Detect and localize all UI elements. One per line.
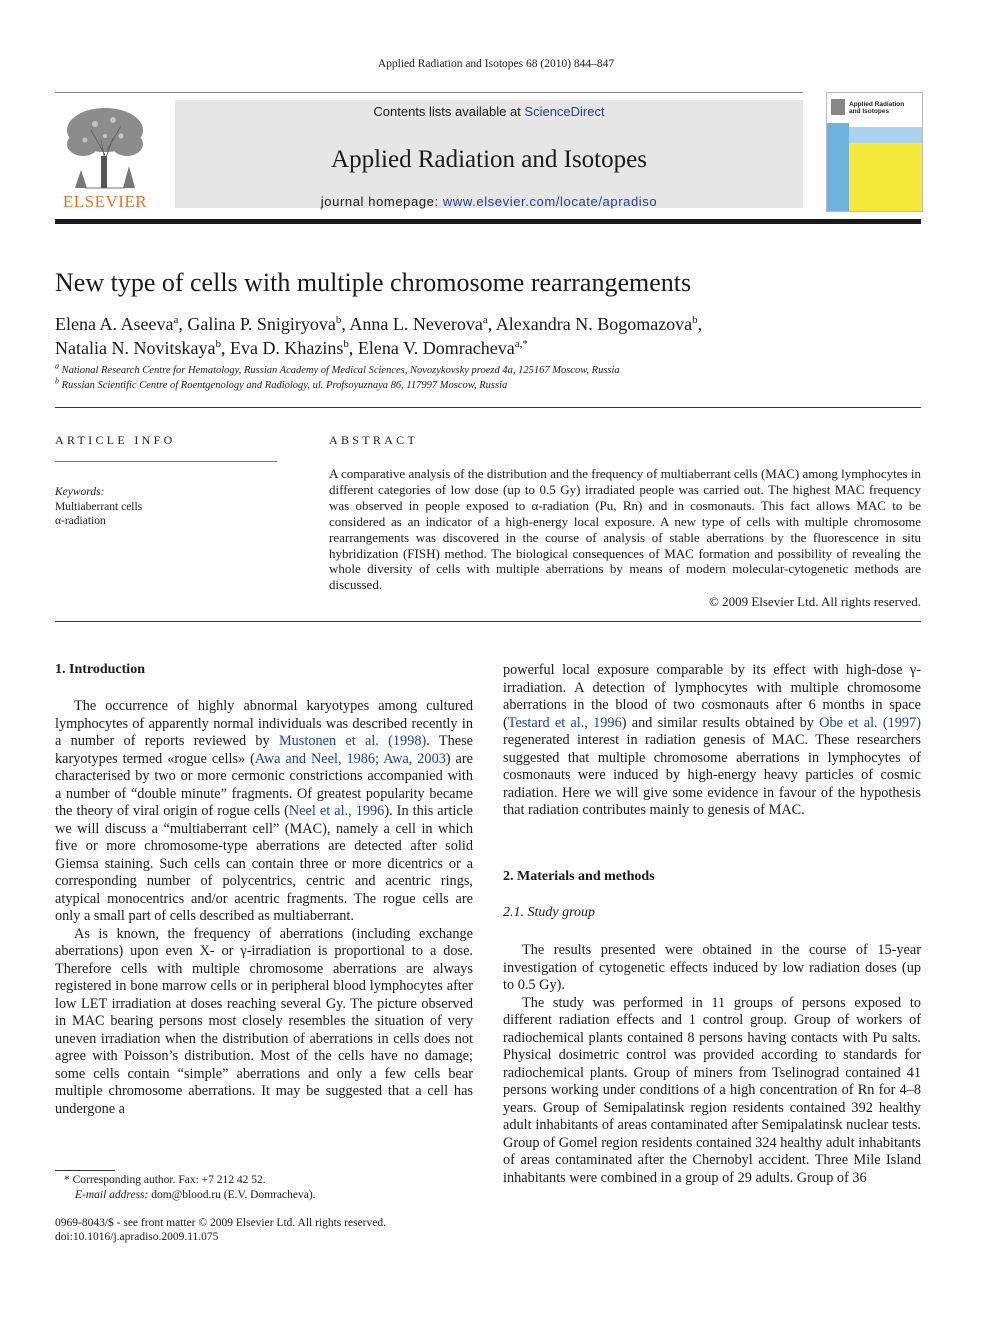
elsevier-wordmark: ELSEVIER: [62, 192, 148, 211]
author-name: Natalia N. Novitskaya: [55, 338, 216, 358]
citation-link[interactable]: Testard et al., 1996: [507, 714, 622, 731]
article-info-rule: [55, 461, 277, 462]
paragraph: [55, 698, 473, 926]
affiliation-a: [55, 361, 620, 376]
text-run: ). In this article we will discuss a “multiaberrant cell” (MAC), namely a cell in which five or more chromosome-type aberrations are detected after solid Giemsa staining. Such cells can contain three or more dicentrics or a corresponding number of polycentrics, centric and acentric rings, atypical monocentrics and/or acentric fragments. The rogue cells are only a small part of cells described as multiaberrant.: [55, 803, 474, 924]
masthead-banner: [175, 100, 803, 208]
masthead-rule: [55, 92, 803, 93]
author[interactable]: [358, 338, 528, 358]
author-list: [55, 312, 925, 360]
footnote-rule: [55, 1170, 115, 1171]
author-name: Eva D. Khazins: [229, 338, 344, 358]
affiliation-text: National Research Centre for Hematology, Russian Academy of Medical Sciences, Novozykovsky proezd 4a, 125167 Moscow, Russia: [61, 365, 620, 376]
citation-link[interactable]: Awa and Neel, 1986; Awa, 2003: [254, 750, 446, 767]
email-label: E-mail address:: [75, 1189, 149, 1201]
affiliation-mark[interactable]: b: [335, 314, 342, 326]
homepage-line: [175, 194, 803, 209]
masthead-thick-rule: [55, 219, 921, 224]
affiliation-mark: b: [55, 376, 59, 386]
front-matter-notice: 0969-8043/$ - see front matter © 2009 Elsevier Ltd. All rights reserved.: [55, 1217, 386, 1229]
author-separator: ,: [178, 314, 188, 334]
paragraph: [503, 662, 921, 820]
cover-blue-band: [827, 123, 849, 211]
abstract-text: A comparative analysis of the distribution and the frequency of multiaberrant cells (MAC) among lymphocytes in different categories of low dose (up to 0.5 Gy) irradiated people was carried out. The highest MAC frequency was observed in people exposed to α-radiation (Pu, Rn) and in cosmonauts. This fact allows MAC to be considered as an indicator of a high-energy local exposure. A new type of cells with multiple chromosome rearrangements was discovered in the course of analysis of stable aberrations by the fluorescence in situ hybridization (FISH) method. The biological consequences of MAC formation and possibility of revealing the whole diversity of cells with multiple aberrations by means of modern molecular-cytogenetic methods are discussed.: [329, 466, 921, 593]
section-heading-methods: 2. Materials and methods: [503, 869, 655, 884]
author-separator: ,: [697, 314, 703, 334]
sciencedirect-link[interactable]: ScienceDirect: [524, 104, 605, 119]
journal-name: Applied Radiation and Isotopes: [331, 146, 647, 173]
affiliation-mark[interactable]: b: [692, 314, 698, 326]
author[interactable]: [496, 314, 698, 334]
affiliation-b: [55, 376, 508, 391]
body-column-left: [55, 698, 473, 1118]
abstract-heading: ABSTRACT: [329, 433, 419, 447]
affiliation-mark[interactable]: a: [482, 314, 488, 326]
journal-masthead: [55, 90, 921, 212]
header-divider: [55, 407, 921, 408]
author-separator: ,: [348, 338, 358, 358]
keywords-label: Keywords:: [55, 486, 105, 498]
keyword: α-radiation: [55, 515, 106, 527]
text-run: ) and similar results obtained by: [621, 714, 820, 731]
affiliation-mark: a: [55, 361, 59, 371]
author-separator: ,: [220, 338, 230, 358]
author-name: Elena A. Aseeva: [55, 314, 174, 334]
citation-link[interactable]: Obe et al. (1997): [819, 714, 921, 731]
citation-link[interactable]: Neel et al., 1996: [288, 803, 385, 819]
author-name: Alexandra N. Bogomazova: [495, 314, 693, 334]
section-heading-introduction: 1. Introduction: [55, 662, 145, 677]
body-column-right: [503, 662, 921, 820]
author-name: Galina P. Snigiryova: [187, 314, 336, 334]
cover-yellow-block: [849, 143, 922, 211]
homepage-link[interactable]: www.elsevier.com/locate/apradiso: [442, 194, 658, 209]
affiliation-mark[interactable]: b: [215, 338, 221, 350]
author[interactable]: [349, 314, 487, 334]
text-run: The occurrence of highly abnormal karyotypes among cultured lymphocytes of apparently normal individuals was described recently in a number of reports reviewed by: [55, 698, 473, 749]
contents-line: [175, 104, 803, 119]
cover-blue-strip: [849, 127, 922, 143]
author[interactable]: [187, 314, 341, 334]
affiliation-mark[interactable]: a,*: [514, 338, 528, 350]
contents-prefix: Contents lists available at: [373, 104, 525, 119]
author-name: Elena V. Domracheva: [357, 338, 515, 358]
email-footnote: [75, 1189, 316, 1201]
paragraph: As is known, the frequency of aberrations (including exchange aberrations) upon even X- or γ-irradiation is proportional to a dose. Therefore cells with multiple chromosome aberrations are always registered in bone marrow cells or in peripheral blood lymphocytes after low LET irradiation at doses reaching several Gy. The picture observed in MAC bearing persons most closely resembles the situation of very uneven irradiation when the distribution of aberrations in cells does not agree with Poisson’s distribution. Most of the cells have no damage; some cells contain “simple” aberrations and only a few cells bear multiple chromosome aberrations. It may be suggested that a cell has undergone a: [55, 925, 473, 1117]
body-column-right-lower: [503, 942, 921, 1187]
author[interactable]: [55, 338, 221, 358]
affiliation-mark[interactable]: b: [343, 338, 349, 350]
citation-link[interactable]: Mustonen et al. (1998): [278, 733, 427, 749]
abstract-divider: [55, 621, 921, 622]
elsevier-logo[interactable]: [55, 100, 155, 212]
author[interactable]: [230, 338, 349, 358]
affiliation-text: Russian Scientific Centre of Roentgenology and Radiology, ul. Profsoyuznaya 86, 117997 Moscow, Russia: [61, 380, 508, 391]
corresponding-author-footnote: * Corresponding author. Fax: +7 212 42 52.: [64, 1174, 266, 1186]
text-run: ) are characterised by two or more cermonic constrictions accompanied with a number of “double minute” fragments. Of greatest popularity became the theory of viral origin of rogue cells (: [55, 750, 473, 819]
copyright-notice: © 2009 Elsevier Ltd. All rights reserved.: [708, 594, 921, 609]
text-run: . These karyotypes termed «rogue cells» (: [55, 733, 473, 767]
homepage-prefix: journal homepage:: [320, 194, 443, 209]
affiliation-mark[interactable]: a: [173, 314, 179, 326]
keyword: Multiaberrant cells: [55, 501, 143, 513]
doi[interactable]: doi:10.1016/j.apradiso.2009.11.075: [55, 1231, 219, 1243]
paragraph: The results presented were obtained in the course of 15-year investigation of cytogenetic effects induced by low radiation doses (up to 0.5 Gy).: [503, 942, 921, 993]
author-name: Anna L. Neverova: [349, 314, 483, 334]
journal-cover[interactable]: [826, 92, 923, 212]
article-title: New type of cells with multiple chromosome rearrangements: [55, 268, 692, 297]
paragraph: The study was performed in 11 groups of persons exposed to different radiation effects and 1 control group. Group of workers of radiochemical plants contained 8 persons having contacts with Pu salts. Physical dosimetric control was provided according to standards for radiochemical plants. Group of miners from Tselinograd contained 41 persons working under conditions of a high concentration of Rn for 4–8 years. Group of Semipalatinsk region residents contained 392 healthy adult inhabitants of areas contaminated after Semipalatinsk nuclear tests. Group of Gomel region residents contained 324 healthy adult inhabitants of areas contaminated after the Chernobyl accident. Three Mile Island inhabitants were combined in a group of 29 adults. Group of 36: [503, 994, 921, 1186]
author-separator: ,: [487, 314, 496, 334]
journal-reference: Applied Radiation and Isotopes 68 (2010) 844–847: [377, 58, 615, 70]
cover-logo-icon: [831, 99, 845, 115]
article-info-heading: ARTICLE INFO: [55, 433, 176, 447]
text-run: powerful local exposure comparable by its effect with high-dose γ-irradiation. A detection of lymphocytes with multiple chromosome aberrations in the blood of two cosmonauts after 6 months in space (: [503, 662, 921, 731]
cover-title: Applied Radiation and Isotopes: [849, 101, 905, 115]
subsection-heading-study-group: 2.1. Study group: [503, 905, 596, 920]
author-separator: ,: [341, 314, 350, 334]
email-address[interactable]: dom@blood.ru (E.V. Domracheva).: [148, 1189, 316, 1201]
author[interactable]: [55, 314, 178, 334]
text-run: regenerated interest in radiation genesis of MAC. These researchers suggested that multiple chromosome aberrations in lymphocytes of cosmonauts were induced by high-energy heavy particles of cosmic radiation. Here we will give some evidence in favour of the hypothesis that radiation contributes mainly to genesis of MAC.: [503, 732, 921, 818]
